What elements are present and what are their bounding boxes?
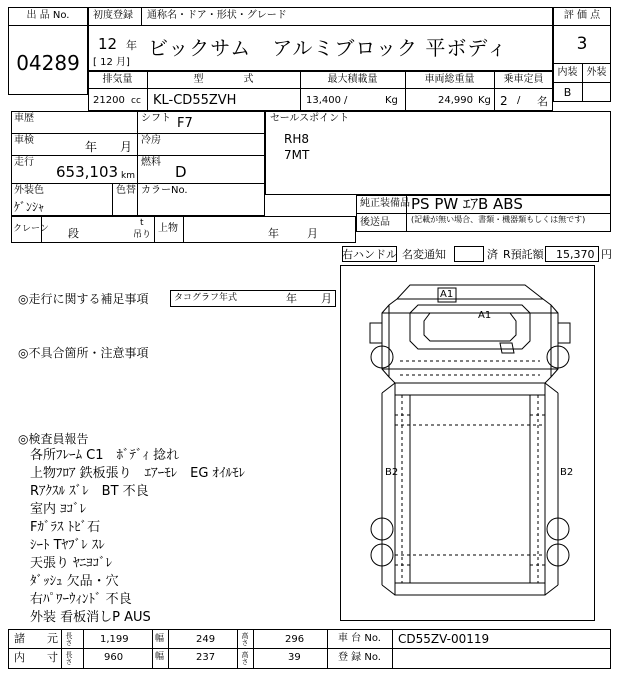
equipment-label: 純正装備品 [360, 198, 410, 209]
upper-label: 上物 [158, 223, 178, 234]
lot-label: 出 品 No. [26, 10, 70, 21]
damage-mark: A1 [440, 289, 454, 300]
gross-weight-label: 車両総重量 [424, 74, 475, 85]
max-load-unit: Kg [385, 95, 398, 106]
tacho-month-unit: 月 [321, 292, 332, 305]
upper-month-unit: 月 [307, 227, 318, 240]
displacement-label: 排気量 [102, 74, 133, 85]
outer-dimensions-label: 諸 元 [14, 632, 58, 645]
damage-mark: A1 [478, 310, 492, 321]
damage-mark: B2 [560, 467, 574, 478]
name-change-label: 名変通知 [402, 248, 446, 261]
capacity-label: 乗車定員 [503, 74, 544, 85]
details-box [11, 111, 265, 216]
history-label: 車歴 [14, 113, 34, 124]
max-load-label: 最大積載量 [327, 74, 378, 85]
crane-label: クレーン [13, 224, 49, 234]
width-label: 幅 [155, 634, 165, 644]
recycle-check: 済 [487, 248, 498, 261]
crane-ton: t [140, 218, 144, 228]
recycle-unit: 円 [601, 248, 612, 261]
upper-year-unit: 年 [268, 227, 279, 240]
outer-length: 1,199 [100, 634, 129, 645]
inspection-label: 車検 [14, 135, 34, 146]
inspection-month-unit: 月 [120, 140, 133, 154]
inspector-note: ｼｰﾄ Tﾔﾌﾞﾚ ｽﾚ [30, 538, 105, 553]
color-no-label: カラーNo. [141, 185, 188, 196]
inspector-note: Fｶﾞﾗｽ ﾄﾋﾞ石 [30, 520, 101, 535]
mileage-label: 走行 [14, 157, 34, 168]
exterior-label: 外装 [586, 67, 607, 78]
retrofit-label: 後送品 [360, 217, 390, 228]
height-label: 高さ [241, 651, 249, 665]
tacho-year-unit: 年 [286, 292, 297, 305]
crane-hang: 吊り [133, 230, 152, 240]
reg-year-unit: 年 [126, 39, 137, 52]
score-label: 評 価 点 [563, 10, 601, 21]
length-label: 長さ [65, 632, 73, 646]
outer-width: 249 [196, 634, 216, 645]
outer-height: 296 [285, 634, 305, 645]
mileage-unit: km [121, 171, 135, 181]
gross-weight-unit: Kg [478, 95, 491, 106]
capacity-unit: 名 [537, 95, 548, 108]
score: 3 [576, 34, 588, 54]
color-label: 外装色 [14, 185, 44, 196]
inspector-note: 右ﾊﾟﾜｰｳｨﾝﾄﾞ 不良 [30, 592, 132, 607]
dimensions-box [8, 629, 611, 669]
color: ｹﾞﾝｼｬ [14, 200, 45, 214]
max-load-sep: / [344, 95, 348, 106]
width-label: 幅 [155, 652, 165, 662]
ac-label: 冷房 [141, 135, 161, 146]
vehicle-name-label: 通称名・ドア・形状・グレード [147, 10, 287, 21]
model: KL-CD55ZVH [153, 93, 237, 108]
registration-label: 登 録 No. [338, 652, 381, 663]
model-label: 型 式 [193, 74, 254, 85]
height-label: 高さ [241, 632, 249, 646]
inner-dimensions-label: 内 寸 [14, 651, 58, 664]
defect-label: ◎不具合箇所・注意事項 [18, 346, 149, 360]
first-reg-label: 初度登録 [93, 10, 133, 21]
displacement-unit: cc [131, 96, 141, 106]
sales-point-label: セールスポイント [270, 113, 350, 124]
inspector-note: 天張り ﾔﾆﾖｺﾞﾚ [30, 556, 113, 571]
fuel-label: 燃料 [141, 157, 161, 168]
truck-diagram [340, 265, 595, 621]
inspector-note: Rｱｸｽﾙ ｽﾞﾚ BT 不良 [30, 484, 149, 499]
chassis-label: 車 台 No. [338, 633, 381, 644]
sales-point-2: 7MT [284, 148, 310, 162]
inspector-note: 上物ﾌﾛｱ 鉄板張り ｴｱｰﾓﾚ EG ｵｲﾙﾓﾚ [30, 466, 246, 481]
displacement: 21200 [93, 95, 125, 106]
capacity: 2 [500, 94, 508, 108]
tacho-label: タコグラフ年式 [174, 293, 238, 303]
chassis-number: CD55ZV-00119 [398, 632, 490, 646]
gross-weight: 24,990 [438, 95, 473, 106]
mileage: 653,103 [56, 163, 119, 181]
damage-mark: B2 [385, 467, 399, 478]
retrofit-note: (記載が無い場合、書類・機器類もしくは無です) [411, 215, 586, 224]
shift-label: シフト [141, 113, 171, 124]
crane-stage: 段 [68, 227, 79, 240]
capacity-sep: / [517, 95, 521, 106]
inner-width: 237 [196, 652, 216, 663]
inspector-report-label: ◎検査員報告 [18, 432, 89, 446]
inspector-note: 各所ﾌﾚｰﾑ C1 ﾎﾞﾃﾞｨ 捻れ [30, 448, 180, 463]
inspection-year-unit: 年 [85, 140, 98, 154]
shift: F7 [177, 116, 193, 131]
inspector-note: 室内 ﾖｺﾞﾚ [30, 502, 87, 517]
sales-point-1: RH8 [284, 132, 309, 146]
inspector-note: ﾀﾞｯｼｭ 欠品・穴 [30, 574, 119, 589]
reg-month: [ 12 月] [93, 57, 130, 68]
inspector-note: 外装 看板消しP AUS [30, 610, 151, 625]
recycle-amount: 15,370 [556, 248, 595, 261]
color-num-label: 色替 [116, 185, 136, 196]
fuel: D [175, 163, 187, 181]
vehicle-name: ビックサム アルミブロック 平ボディ [148, 36, 508, 60]
length-label: 長さ [65, 651, 73, 665]
interior-label: 内装 [557, 67, 578, 78]
steering: 右ハンドル [342, 248, 397, 261]
interior-grade: B [563, 86, 572, 99]
inner-height: 39 [288, 652, 301, 663]
lot-number: 04289 [16, 51, 80, 75]
inner-length: 960 [104, 652, 124, 663]
reg-year: 12 [98, 35, 118, 53]
driving-notes-label: ◎走行に関する補足事項 [18, 292, 149, 306]
name-change-box [454, 246, 484, 262]
recycle-label: R預託額 [503, 248, 544, 261]
equipment: PS PW ｴｱB ABS [411, 195, 523, 213]
max-load: 13,400 [306, 95, 341, 106]
